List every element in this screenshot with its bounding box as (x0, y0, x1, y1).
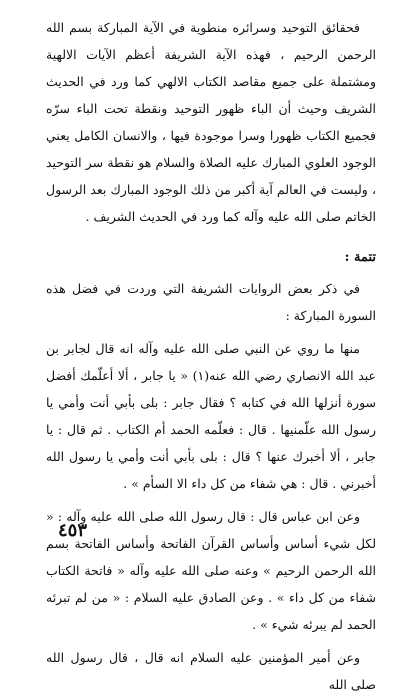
section-heading: تتمة : (344, 250, 376, 265)
page-number: ٤٥٣ (58, 520, 88, 541)
body-paragraph-2: منها ما روي عن النبي صلى الله عليه وآله انه قال لجابر بن عبد الله الانصاري رضي الله عنه(١) « يا جابر ، ألا أعلّمك أفضل سورة أنزلها الله في كتابه ؟ فقال جابر : بلى بأبي أنت وأمي يا رسول الله علّمنيها . قال : فعلّمه الحمد أم الكتاب . ثم قال : يا جابر ، ألا أخبرك عنها ؟ قال : بلى بأبي أنت وأمي يا رسول الله أخبرني . قال : هي شفاء من كل داء الا السأم » . (46, 341, 376, 491)
body-paragraph-4: وعن أمير المؤمنين عليه السلام انه قال ، قال رسول الله صلى الله (46, 650, 376, 692)
body-paragraph-1: في ذكر بعض الروايات الشريفة التي وردت في فضل هذه السورة المباركة : (46, 281, 376, 323)
intro-paragraph: فحقائق التوحيد وسرائره منطوية في الآية المباركة بسم الله الرحمن الرحيم ، فهذه الآية الشريفة أعظم الآيات الالهية ومشتملة على جميع مقاصد الكتاب الالهي كما ورد في الحديث الشريف وحيث أن الباء ظهور التوحيد ونقطة تحت الباء سرّه فجميع الكتاب ظهورا وسرا موجودة فيها ، والانسان الكامل يعني الوجود العلوي المبارك عليه الصلاة والسلام هو نقطة سر التوحيد ، وليست في العالم آية أكبر من ذلك الوجود المبارك بعد الرسول الخاتم صلى الله عليه وآله كما ورد في الحديث الشريف . (46, 20, 376, 224)
body-paragraph-3: وعن ابن عباس قال : قال رسول الله صلى الله عليه وآله : « لكل شيء أساس وأساس القرآن الفاتحة وأساس الفاتحة بسم الله الرحمن الرحيم » وعنه صلى الله عليه وآله « فاتحة الكتاب شفاء من كل داء » . وعن الصادق عليه السلام : « من لم تبرئه الحمد لم يبرئه شيء » . (46, 509, 376, 632)
page-body (46, 14, 376, 698)
